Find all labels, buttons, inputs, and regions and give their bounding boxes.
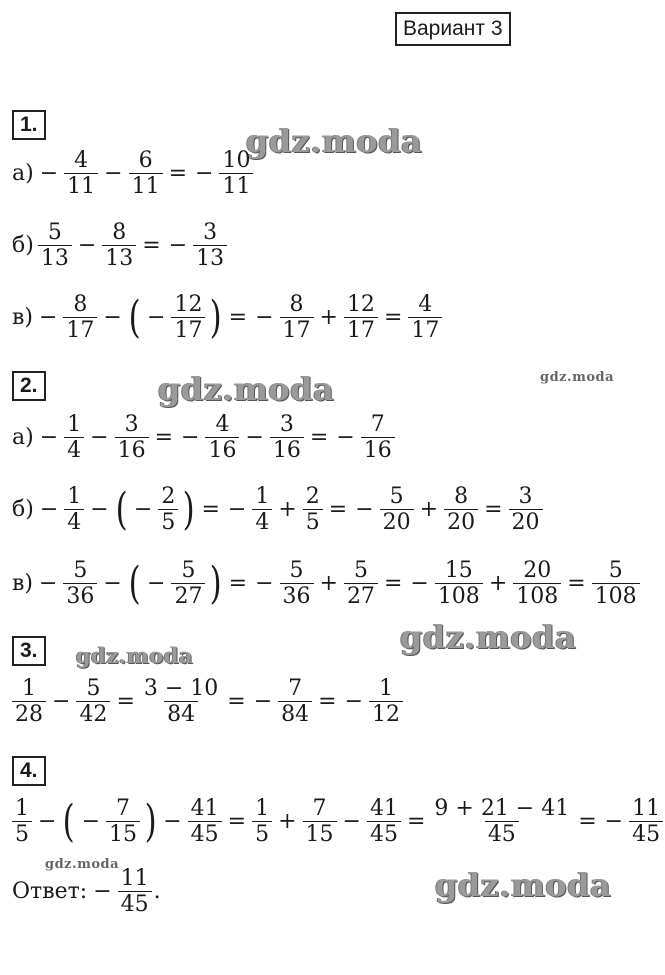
fraction: $\frac{12}{17}$ — [344, 292, 378, 344]
equals-sign: = — [567, 571, 586, 597]
equals-sign: = — [484, 497, 503, 523]
minus-sign: − — [181, 425, 200, 451]
fraction: $\frac{2}{5}$ — [303, 484, 323, 536]
fraction: $\frac{4}{11}$ — [64, 148, 98, 200]
minus-sign: − — [163, 809, 182, 835]
equals-sign: = — [142, 233, 161, 259]
minus-sign: − — [245, 425, 264, 451]
minus-sign: − — [38, 571, 58, 597]
minus-sign: − — [90, 497, 109, 523]
item-label: в) — [12, 571, 33, 597]
watermark: gdz.moda — [246, 122, 423, 160]
fraction: $\frac{6}{11}$ — [129, 148, 163, 200]
plus-sign: + — [319, 571, 338, 597]
fraction: $\frac{5}{108}$ — [592, 558, 640, 610]
watermark: gdz.moda — [158, 370, 335, 408]
minus-sign: − — [342, 809, 361, 835]
fraction: $\frac{12}{17}$ — [171, 292, 205, 344]
minus-sign: − — [39, 161, 59, 187]
fraction: $\frac{11}{45}$ — [629, 796, 663, 848]
fraction: $\frac{3}{16}$ — [115, 412, 149, 464]
equals-sign: = — [227, 809, 247, 835]
minus-sign: − — [168, 233, 188, 259]
minus-sign: − — [39, 425, 59, 451]
minus-sign: − — [410, 571, 429, 597]
fraction: $\frac{1}{4}$ — [64, 412, 84, 464]
fraction: $\frac{8}{17}$ — [63, 292, 97, 344]
fraction: $\frac{11}{45}$ — [118, 866, 152, 918]
fraction: $\frac{1}{4}$ — [252, 484, 272, 536]
minus-sign: − — [39, 497, 59, 523]
task-2-number: 2. — [12, 371, 46, 401]
equals-sign: = — [228, 305, 248, 331]
item-label: а) — [12, 425, 34, 451]
equals-sign: = — [318, 689, 337, 715]
plus-sign: + — [419, 497, 439, 523]
fraction: $\frac{5}{27}$ — [344, 558, 378, 610]
fraction: $\frac{4}{17}$ — [408, 292, 442, 344]
plus-sign: + — [319, 305, 338, 331]
right-paren: ) — [144, 795, 157, 847]
fraction: $\frac{3}{20}$ — [509, 484, 543, 536]
equals-sign: = — [383, 305, 403, 331]
fraction: $\frac{5}{36}$ — [280, 558, 314, 610]
fraction: $\frac{15}{108}$ — [435, 558, 483, 610]
fraction: $\frac{1}{5}$ — [12, 796, 32, 848]
minus-sign: − — [604, 809, 624, 835]
minus-sign: − — [52, 689, 71, 715]
task-1a-equation — [12, 148, 255, 200]
fraction: $\frac{1}{28}$ — [12, 676, 46, 728]
equals-sign: = — [154, 425, 174, 451]
equals-sign: = — [168, 161, 188, 187]
fraction: $\frac{7}{15}$ — [303, 796, 337, 848]
equals-sign: = — [201, 497, 220, 523]
fraction: $\frac{5}{13}$ — [38, 220, 72, 272]
left-paren: ( — [63, 795, 76, 847]
fraction: $\frac{10}{11}$ — [219, 148, 253, 200]
equals-sign: = — [383, 571, 403, 597]
fraction: $\frac{4}{16}$ — [205, 412, 239, 464]
item-label: в) — [12, 305, 33, 331]
fraction: $\frac{3 - 10}{84}$ — [143, 676, 219, 728]
minus-sign: − — [38, 305, 58, 331]
minus-sign: − — [253, 689, 273, 715]
fraction: $\frac{9 + 21 - 41}{45}$ — [434, 796, 570, 848]
minus-sign: − — [90, 425, 109, 451]
fraction: $\frac{8}{17}$ — [280, 292, 314, 344]
minus-sign: − — [195, 161, 214, 187]
fraction: $\frac{7}{15}$ — [106, 796, 140, 848]
left-paren: ( — [115, 483, 128, 535]
item-label: б) — [12, 497, 34, 523]
plus-sign: + — [278, 497, 297, 523]
watermark: gdz.moda — [45, 857, 120, 872]
item-label: б) — [12, 233, 34, 259]
task-2a-equation — [12, 412, 397, 464]
minus-sign: − — [93, 879, 112, 905]
fraction: $\frac{3}{16}$ — [270, 412, 304, 464]
plus-sign: + — [488, 571, 508, 597]
item-label: а) — [12, 161, 34, 187]
equals-sign: = — [406, 809, 426, 835]
task-4-number: 4. — [12, 756, 46, 786]
watermark: gdz.moda — [435, 866, 612, 904]
minus-sign: − — [255, 571, 274, 597]
fraction: $\frac{7}{16}$ — [361, 412, 395, 464]
fraction: $\frac{5}{20}$ — [380, 484, 414, 536]
minus-sign: − — [104, 161, 123, 187]
task-2v-equation — [12, 558, 642, 610]
fraction: $\frac{41}{45}$ — [188, 796, 222, 848]
period: . — [153, 879, 161, 905]
minus-sign: − — [227, 497, 247, 523]
fraction: $\frac{7}{84}$ — [278, 676, 312, 728]
task-3-equation — [10, 676, 405, 728]
task-1v-equation — [12, 292, 444, 344]
task-1b-equation — [12, 220, 229, 272]
fraction: $\frac{3}{13}$ — [193, 220, 227, 272]
minus-sign: − — [133, 497, 153, 523]
watermark: gdz.moda — [540, 370, 615, 385]
task-4-answer — [12, 866, 161, 918]
minus-sign: − — [81, 809, 101, 835]
fraction: $\frac{5}{36}$ — [63, 558, 97, 610]
plus-sign: + — [278, 809, 297, 835]
fraction: $\frac{41}{45}$ — [367, 796, 401, 848]
fraction: $\frac{8}{20}$ — [444, 484, 478, 536]
fraction: $\frac{20}{108}$ — [513, 558, 561, 610]
equals-sign: = — [227, 689, 246, 715]
fraction: $\frac{2}{5}$ — [158, 484, 178, 536]
left-paren: ( — [128, 557, 141, 609]
minus-sign: − — [147, 571, 166, 597]
fraction: $\frac{5}{27}$ — [171, 558, 205, 610]
minus-sign: − — [336, 425, 355, 451]
right-paren: ) — [210, 291, 223, 343]
minus-sign: − — [344, 689, 364, 715]
equals-sign: = — [578, 809, 597, 835]
equals-sign: = — [228, 571, 248, 597]
watermark: gdz.moda — [76, 643, 194, 668]
task-3-number: 3. — [12, 636, 46, 666]
task-1-number: 1. — [12, 110, 46, 140]
minus-sign: − — [103, 305, 122, 331]
fraction: $\frac{5}{42}$ — [76, 676, 110, 728]
fraction: $\frac{8}{13}$ — [102, 220, 136, 272]
minus-sign: − — [38, 809, 57, 835]
fraction: $\frac{1}{12}$ — [369, 676, 403, 728]
watermark: gdz.moda — [400, 618, 577, 656]
minus-sign: − — [255, 305, 274, 331]
fraction: $\frac{1}{5}$ — [252, 796, 272, 848]
right-paren: ) — [210, 557, 223, 609]
minus-sign: − — [147, 305, 166, 331]
fraction: $\frac{1}{4}$ — [64, 484, 84, 536]
equals-sign: = — [309, 425, 329, 451]
left-paren: ( — [128, 291, 141, 343]
minus-sign: − — [355, 497, 374, 523]
answer-label: Ответ: — [12, 879, 88, 905]
equals-sign: = — [116, 689, 135, 715]
variant-title: Вариант 3 — [395, 12, 511, 46]
task-2b-equation — [12, 484, 545, 536]
task-4-equation — [10, 796, 665, 848]
minus-sign: − — [103, 571, 122, 597]
equals-sign: = — [328, 497, 348, 523]
minus-sign: − — [77, 233, 97, 259]
right-paren: ) — [182, 483, 195, 535]
